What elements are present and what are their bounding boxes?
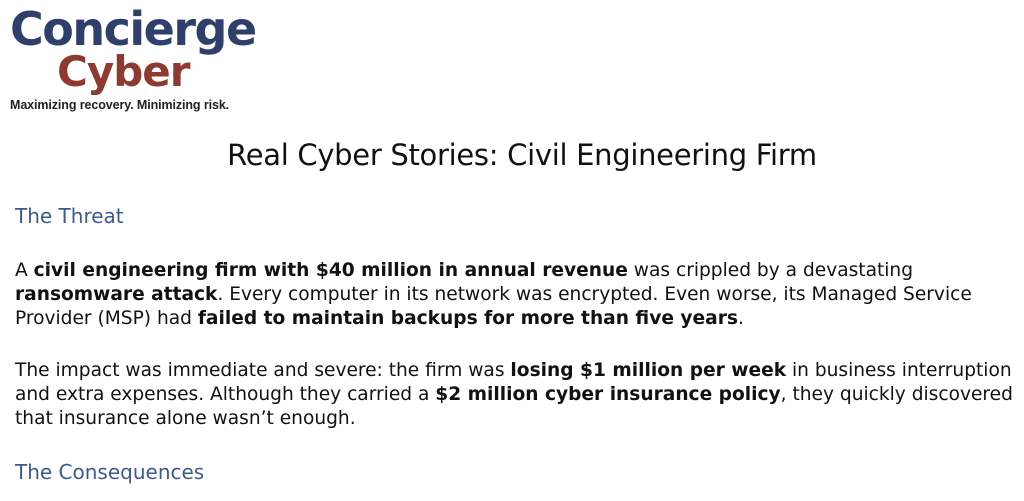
threat-paragraph-2 xyxy=(15,359,1015,431)
bold-failed-backups: failed to maintain backups for more than five years xyxy=(197,308,738,329)
bold-insurance-policy: $2 million cyber insurance policy xyxy=(435,384,781,405)
text-run: A xyxy=(15,260,34,281)
section-heading-consequences: The Consequences xyxy=(15,460,205,484)
text-run: was crippled by a devastating xyxy=(627,260,914,281)
logo-wordmark-cyber: Cyber xyxy=(57,47,190,96)
logo-tagline: Maximizing recovery. Minimizing risk. xyxy=(10,98,230,112)
text-run: . xyxy=(737,308,744,329)
text-run: The impact was immediate and severe: the firm was xyxy=(15,360,511,381)
section-heading-threat: The Threat xyxy=(15,204,124,228)
bold-ransomware-attack: ransomware attack xyxy=(15,284,218,305)
concierge-cyber-logo xyxy=(10,2,256,112)
text-run: in business interruption and extra expenses. Although they carried a xyxy=(15,360,1012,405)
threat-paragraph-1 xyxy=(15,259,1015,331)
bold-firm-revenue: civil engineering firm with $40 million in annual revenue xyxy=(33,260,628,281)
page-title: Real Cyber Stories: Civil Engineering Firm xyxy=(227,138,817,172)
text-run: , they quickly discovered that insurance alone wasn’t enough. xyxy=(15,384,1013,429)
text-run: . Every computer in its network was encrypted. Even worse, its Managed Service Provider (MSP) had xyxy=(15,284,972,329)
logo-wordmark-concierge: Concierge xyxy=(10,2,256,56)
bold-weekly-loss: losing $1 million per week xyxy=(510,360,787,381)
